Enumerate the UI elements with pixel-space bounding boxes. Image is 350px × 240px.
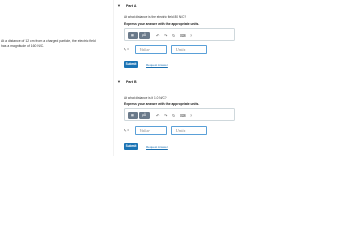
part-b-title: Part B bbox=[126, 80, 137, 84]
part-b-submit-button[interactable]: Submit bbox=[125, 144, 137, 148]
part-b-answer-row bbox=[124, 126, 235, 135]
reset-icon[interactable]: ↻ bbox=[172, 32, 176, 38]
undo-icon[interactable]: ↶ bbox=[156, 32, 160, 38]
keyboard-icon[interactable]: ⌨ bbox=[180, 32, 187, 38]
part-a-equation-toolbar bbox=[124, 28, 235, 41]
part-b-question: At what distance is it 1.0 N/C? bbox=[124, 96, 167, 100]
redo-icon[interactable]: ↷ bbox=[164, 32, 168, 38]
part-b-instruction: Express your answer with the appropriate units. bbox=[124, 102, 200, 106]
part-b-header[interactable] bbox=[116, 78, 346, 86]
part-a-submit-button[interactable]: Submit bbox=[125, 62, 137, 66]
part-a-instruction: Express your answer with the appropriate units. bbox=[124, 22, 200, 26]
part-a-question: At what distance is the electric field 80 N/C? bbox=[124, 15, 187, 19]
keyboard-icon[interactable]: ⌨ bbox=[180, 112, 187, 118]
part-a bbox=[116, 2, 346, 74]
part-a-title: Part A bbox=[126, 4, 137, 8]
part-b-value-input[interactable]: Value bbox=[135, 126, 167, 135]
redo-icon[interactable]: ↷ bbox=[164, 112, 168, 118]
part-a-variable-label: r₂ = bbox=[124, 47, 130, 52]
part-a-header[interactable] bbox=[116, 2, 346, 10]
part-a-units-input[interactable]: Units bbox=[171, 45, 207, 54]
part-b-request-answer-link[interactable]: Request Answer bbox=[146, 145, 168, 149]
chevron-down-icon[interactable]: ▼ bbox=[117, 79, 121, 84]
part-a-answer-row bbox=[124, 45, 235, 54]
mu-angstrom-button[interactable]: μÅ bbox=[139, 112, 150, 119]
reset-icon[interactable]: ↻ bbox=[172, 112, 176, 118]
divider bbox=[113, 0, 114, 156]
mu-angstrom-button[interactable]: μÅ bbox=[139, 32, 150, 39]
problem-statement: At a distance of 12 cm from a charged particle, the electric field has a magnitude of 160 N/C. bbox=[1, 39, 96, 48]
chevron-down-icon[interactable]: ▼ bbox=[117, 3, 121, 8]
part-b bbox=[116, 78, 346, 154]
template-button[interactable]: ▦ bbox=[128, 112, 138, 119]
part-b-units-input[interactable]: Units bbox=[171, 126, 207, 135]
undo-icon[interactable]: ↶ bbox=[156, 112, 160, 118]
part-b-variable-label: r₃ = bbox=[124, 128, 130, 133]
help-icon[interactable]: ? bbox=[190, 33, 192, 38]
help-icon[interactable]: ? bbox=[190, 113, 192, 118]
part-a-value-input[interactable]: Value bbox=[135, 45, 167, 54]
template-button[interactable]: ▦ bbox=[128, 32, 138, 39]
part-a-request-answer-link[interactable]: Request Answer bbox=[146, 63, 168, 67]
part-b-equation-toolbar bbox=[124, 108, 235, 121]
